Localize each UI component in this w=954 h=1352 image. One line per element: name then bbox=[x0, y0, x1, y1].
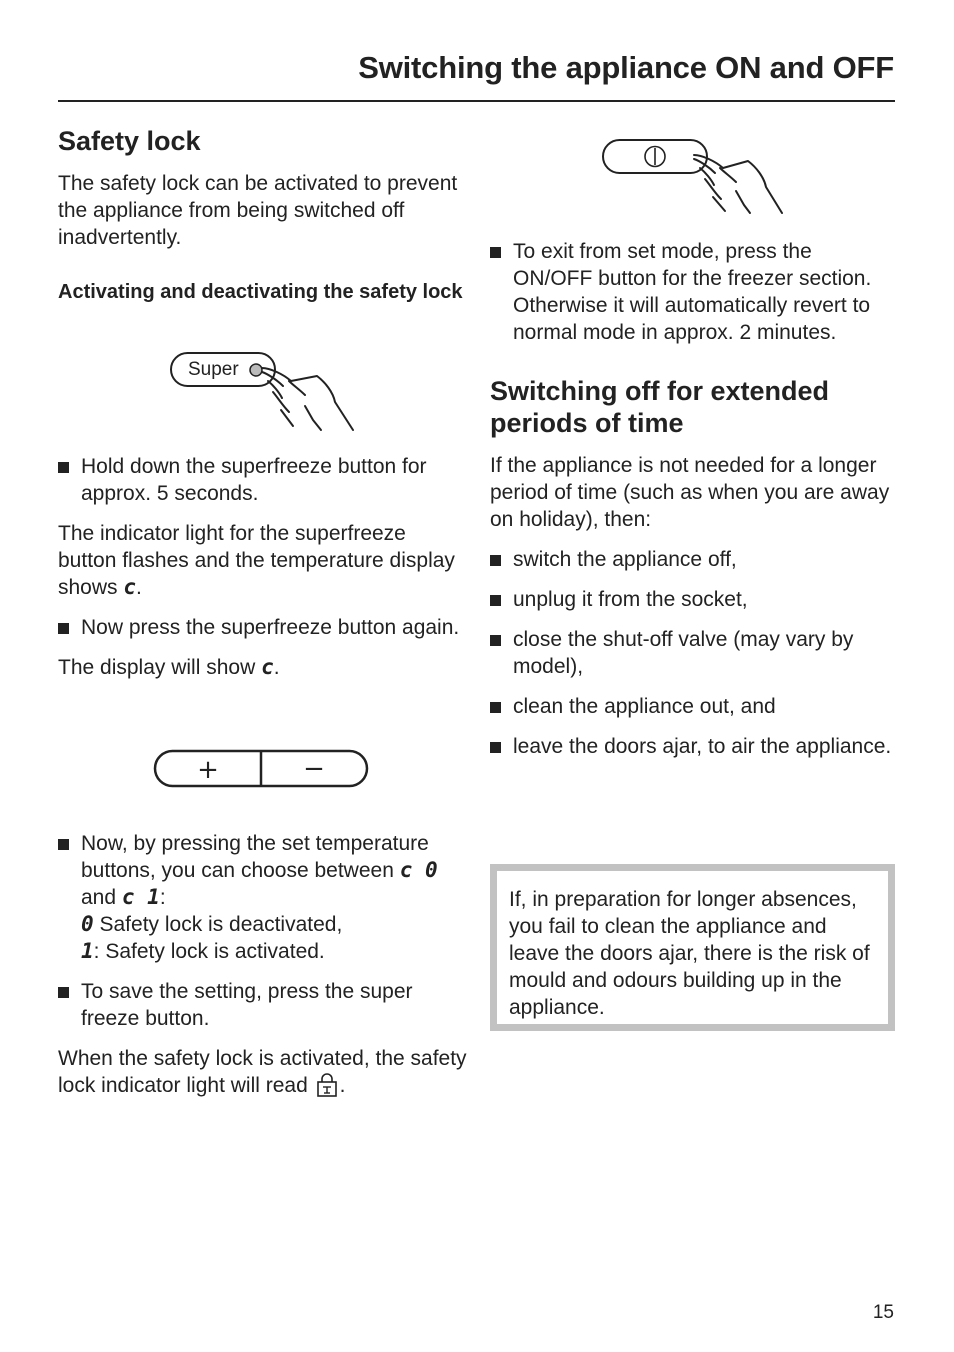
display-symbol-c1: c 1 bbox=[121, 885, 160, 909]
safety-lock-activated-text bbox=[58, 1045, 470, 1099]
temperature-buttons-illustration bbox=[152, 748, 370, 790]
deactivated-label: Safety lock is deactivated, bbox=[93, 913, 343, 936]
step-exit-set-mode: To exit from set mode, press the ON/OFF button for the freezer section. Otherwise it will automatically revert to normal mode in approx. 2 minutes. bbox=[490, 238, 895, 346]
indicator-light-icon bbox=[250, 364, 262, 376]
pressing-hand-icon bbox=[694, 155, 782, 213]
step-clean-out: clean the appliance out, and bbox=[490, 693, 895, 720]
safety-lock-icon bbox=[314, 1072, 340, 1098]
display-symbol-1: 1 bbox=[81, 939, 94, 963]
period: . bbox=[339, 1074, 346, 1097]
display-symbol-0: 0 bbox=[81, 912, 94, 936]
and-word: and bbox=[81, 886, 122, 909]
step-close-valve: close the shut-off valve (may vary by model), bbox=[490, 626, 895, 680]
warning-note-text: If, in preparation for longer absences, you fail to clean the appliance and leave the doors ajar, there is the risk of mould and odours building up in the appliance. bbox=[509, 888, 870, 1019]
right-column bbox=[490, 238, 895, 760]
colon: : bbox=[159, 886, 166, 909]
step-save-setting: To save the setting, press the super freeze button. bbox=[58, 978, 470, 1032]
indicator-flashes-text bbox=[58, 520, 468, 601]
super-button-illustration bbox=[165, 348, 365, 436]
plus-button[interactable]: + bbox=[197, 755, 219, 785]
page-title: Switching the appliance ON and OFF bbox=[358, 50, 894, 85]
step-choose-setting bbox=[58, 830, 470, 965]
step-doors-ajar: leave the doors ajar, to air the appliance. bbox=[490, 733, 895, 760]
step-switch-off: switch the appliance off, bbox=[490, 546, 895, 573]
step-unplug: unplug it from the socket, bbox=[490, 586, 895, 613]
activated-label: : Safety lock is activated. bbox=[93, 940, 325, 963]
safety-lock-heading: Safety lock bbox=[58, 126, 201, 156]
activating-subheading: Activating and deactivating the safety lock bbox=[58, 281, 463, 303]
step-hold-superfreeze: Hold down the superfreeze button for approx. 5 seconds. bbox=[58, 453, 468, 507]
on-off-button-illustration bbox=[598, 135, 788, 217]
page-number: 15 bbox=[872, 1302, 894, 1323]
warning-note-box bbox=[490, 864, 895, 1031]
left-column-steps bbox=[58, 453, 468, 681]
display-symbol-c: c bbox=[261, 655, 274, 679]
indicator-flashes-label: The indicator light for the superfreeze button flashes and the temperature display shows bbox=[58, 522, 455, 599]
period: . bbox=[136, 576, 142, 599]
pressing-hand-icon bbox=[262, 368, 353, 430]
left-column-lower bbox=[58, 830, 470, 1099]
header-rule bbox=[58, 100, 895, 102]
safety-lock-intro: The safety lock can be activated to prevent the appliance from being switched off inadvertently. bbox=[58, 172, 458, 249]
minus-button[interactable]: − bbox=[303, 754, 325, 784]
step-press-again: Now press the superfreeze button again. bbox=[58, 614, 468, 641]
display-will-show-text bbox=[58, 654, 468, 681]
super-button-label: Super bbox=[188, 359, 239, 380]
safety-lock-activated-label: When the safety lock is activated, the safety lock indicator light will read bbox=[58, 1047, 467, 1097]
display-will-show-label: The display will show bbox=[58, 656, 262, 679]
left-column-top bbox=[58, 125, 468, 306]
extended-periods-heading: Switching off for extended periods of time bbox=[490, 376, 830, 438]
display-symbol-c: c bbox=[123, 575, 137, 599]
extended-periods-intro: If the appliance is not needed for a longer period of time (such as when you are away on holiday), then: bbox=[490, 454, 890, 531]
display-symbol-c0: c 0 bbox=[399, 858, 438, 882]
choose-setting-label: Now, by pressing the set temperature buttons, you can choose between bbox=[81, 832, 429, 882]
period: . bbox=[273, 656, 280, 679]
